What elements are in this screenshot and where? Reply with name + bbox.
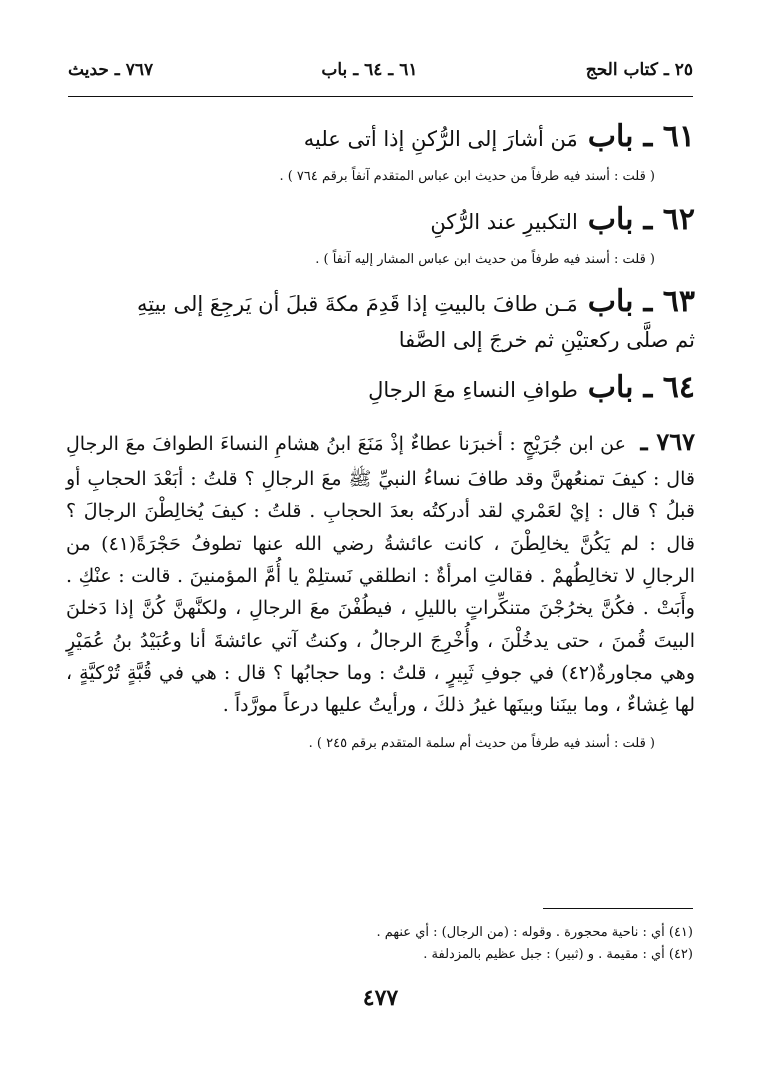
hadith-note: ( قلت : أسند فيه طرفاً من حديث أم سلمة المتقدم برقم ٢٤٥ ) . (308, 735, 655, 751)
chapter-number: ٦١ ـ (643, 119, 695, 154)
header-chapter-range: ٦١ ـ ٦٤ ـ باب (321, 60, 418, 80)
chapter-title: طوافِ النساءِ معَ الرجالِ (368, 378, 578, 403)
chapter-63-heading (66, 279, 695, 324)
chapter-word: باب (587, 201, 634, 237)
footnote-41: (٤١) أي : ناحية محجورة . وقوله : (من الرجال) : أي عنهم . (376, 925, 693, 940)
chapter-title: التكبيرِ عند الرُّكنِ (430, 209, 578, 234)
chapter-word: باب (587, 370, 634, 406)
chapter-number: ٦٣ ـ (643, 284, 695, 319)
hadith-text: عن ابن جُرَيْجٍ : أخبرَنا عطاءٌ إذْ مَنَعَ ابنُ هشامِ النساءَ الطوافَ معَ الرجالِ قال : كيفَ تمنعُهنَّ وقد طافَ نساءُ النبيِّ ﷺ معَ الرجالِ ؟ قلتُ : أبَعْدَ الحجابِ أو قبلُ ؟ قال : إيْ لعَمْري لقد أدركتُه بعدَ الحجابِ . قلتُ : كيفَ يُخالِطْنَ الرجالَ ؟ قال : لم يَكُنَّ يخالِطْنَ ، كانت عائشةُ رضي الله عنها تطوفُ حَجْرَةً(٤١) من الرجالِ لا تخالِطُهمْ . فقالتِ امرأةٌ : انطلقي نَستلِمْ يا أُمَّ المؤمنينَ . قالت : عنْكِ . وأَبَتْ . فكُنَّ يخرُجْنَ متنكِّراتٍ بالليلِ ، فيطُفْنَ معَ الرجالِ ، ولكنَّهنَّ كُنَّ إذا دَخلنَ البيتَ قُمنَ ، حتى يدخُلْنَ ، وأُخْرِجَ الرجالُ ، وكنتُ آتي عائشةَ أنا وعُبَيْدُ بنُ عُمَيْرٍ وهي مجاورةٌ(٤٢) في جوفِ ثَبِيرٍ ، قلتُ : وما حجابُها ؟ قال : هي في قُبَّةٍ تُرْكيَّةٍ ، لها غِشاءٌ ، وما بينَنا وبينَها غيرُ ذلكَ ، ورأيتُ عليها درعاً مورَّداً . (66, 433, 696, 717)
chapter-number: ٦٢ ـ (643, 201, 695, 237)
footnote-rule (543, 908, 693, 909)
chapter-number: ٦٤ ـ (643, 370, 695, 406)
chapter-62-heading (66, 197, 695, 242)
hadith-767 (66, 422, 695, 721)
chapter-word: باب (587, 119, 634, 154)
hadith-number: ٧٦٧ ـ (640, 427, 696, 457)
chapter-title: مَن أشارَ إلى الرُّكنِ إذا أتى عليه (303, 127, 578, 151)
chapter-word: باب (587, 284, 634, 319)
page-content (66, 110, 695, 753)
chapter-62-note: ( قلت : أسند فيه طرفاً من حديث ابن عباس المشار إليه آنفاً ) . (315, 251, 655, 267)
header-hadith-number: ٧٦٧ ـ حديث (68, 60, 154, 80)
chapter-63-title-continuation: ثم صلَّى ركعتيْنِ ثم خرجَ إلى الصَّفا (398, 328, 695, 352)
chapter-61-heading (66, 114, 695, 159)
header-rule (68, 96, 693, 97)
header-book-title: ٢٥ ـ كتاب الحج (585, 60, 693, 80)
chapter-64-heading (66, 365, 695, 410)
page-number: ٤٧٧ (362, 985, 399, 1011)
chapter-title: مَـن طافَ بالبيتِ إذا قَدِمَ مكةَ قبلَ أن يَرجِعَ إلى بيتِهِ (137, 292, 578, 316)
footnotes (68, 922, 693, 966)
footnote-42: (٤٢) أي : مقيمة . و (ثبير) : جبل عظيم بالمزدلفة . (423, 947, 693, 963)
chapter-61-note: ( قلت : أسند فيه طرفاً من حديث ابن عباس المتقدم آنفاً برقم ٧٦٤ ) . (279, 169, 655, 184)
running-header (68, 52, 693, 88)
